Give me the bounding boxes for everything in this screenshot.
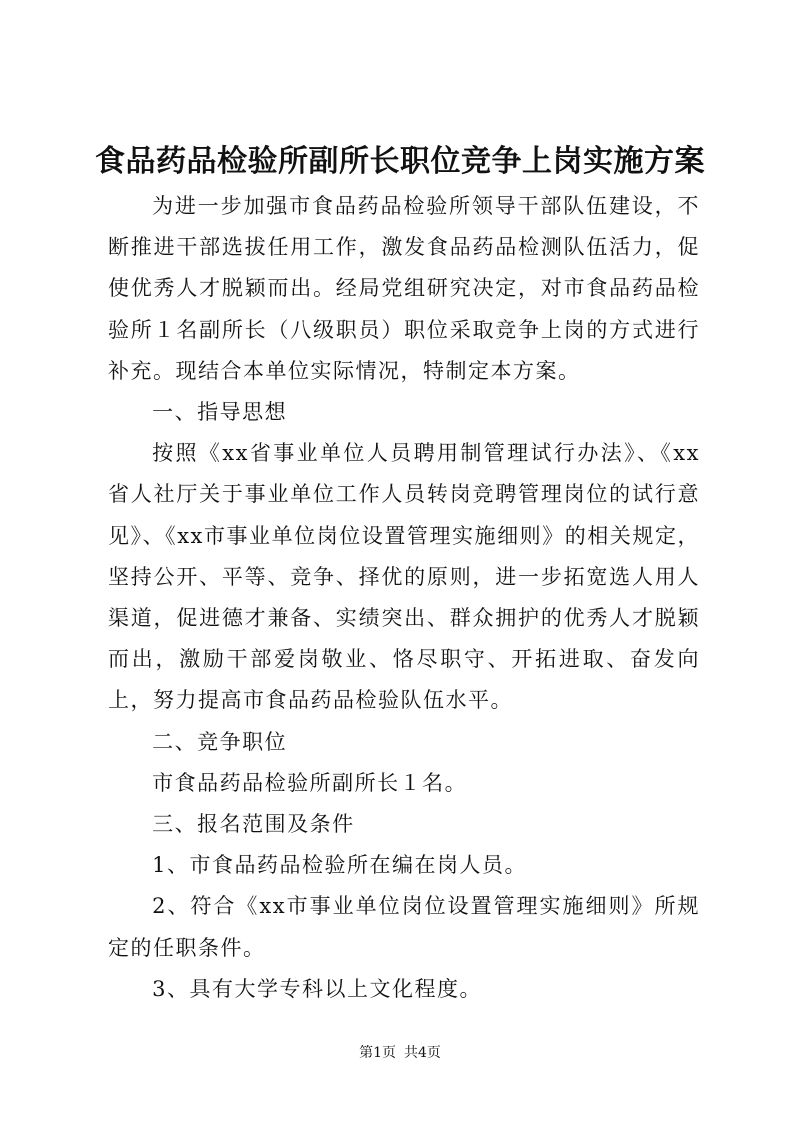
- section-heading-registration-scope: 三、报名范围及条件: [152, 812, 355, 837]
- guiding-ideology-paragraph: 按照《xx省事业单位人员聘用制管理试行办法》、《xx省人社厅关于事业单位工作人员转岗竞聘管理岗位的试行意见》、《xx市事业单位岗位设置管理实施细则》的相关规定，坚持公开、平等、竞争、择优的原则，进一步拓宽选人用人渠道，促进德才兼备、实绩突出、群众拥护的优秀人才脱颖而出，激励干部爱岗敬业、恪尽职守、开拓进取、奋发向上，努力提高市食品药品检验队伍水平。: [108, 441, 700, 713]
- condition-item-1: 1、市食品药品检验所在编在岗人员。: [152, 853, 527, 878]
- section-heading-competing-position: 二、竞争职位: [152, 729, 288, 754]
- competing-position-paragraph: 市食品药品检验所副所长１名。: [152, 770, 468, 795]
- document-title: 食品药品检验所副所长职位竞争上岗实施方案: [95, 144, 705, 179]
- intro-paragraph: 为进一步加强市食品药品检验所领导干部队伍建设，不断推进干部选拔任用工作，激发食品药品检测队伍活力，促使优秀人才脱颖而出。经局党组研究决定，对市食品药品检验所１名副所长（八级职员）职位采取竞争上岗的方式进行补充。现结合本单位实际情况，特制定本方案。: [108, 194, 700, 383]
- page-footer: [0, 1043, 800, 1063]
- condition-item-2: 2、符合《xx市事业单位岗位设置管理实施细则》所规定的任职条件。: [108, 894, 700, 960]
- page-total: 共4页: [404, 1045, 441, 1061]
- section-heading-guiding-ideology: 一、指导思想: [152, 400, 288, 425]
- page-number: 第1页: [359, 1045, 396, 1061]
- condition-item-3: 3、具有大学专科以上文化程度。: [152, 976, 482, 1001]
- document-body: [108, 186, 700, 1010]
